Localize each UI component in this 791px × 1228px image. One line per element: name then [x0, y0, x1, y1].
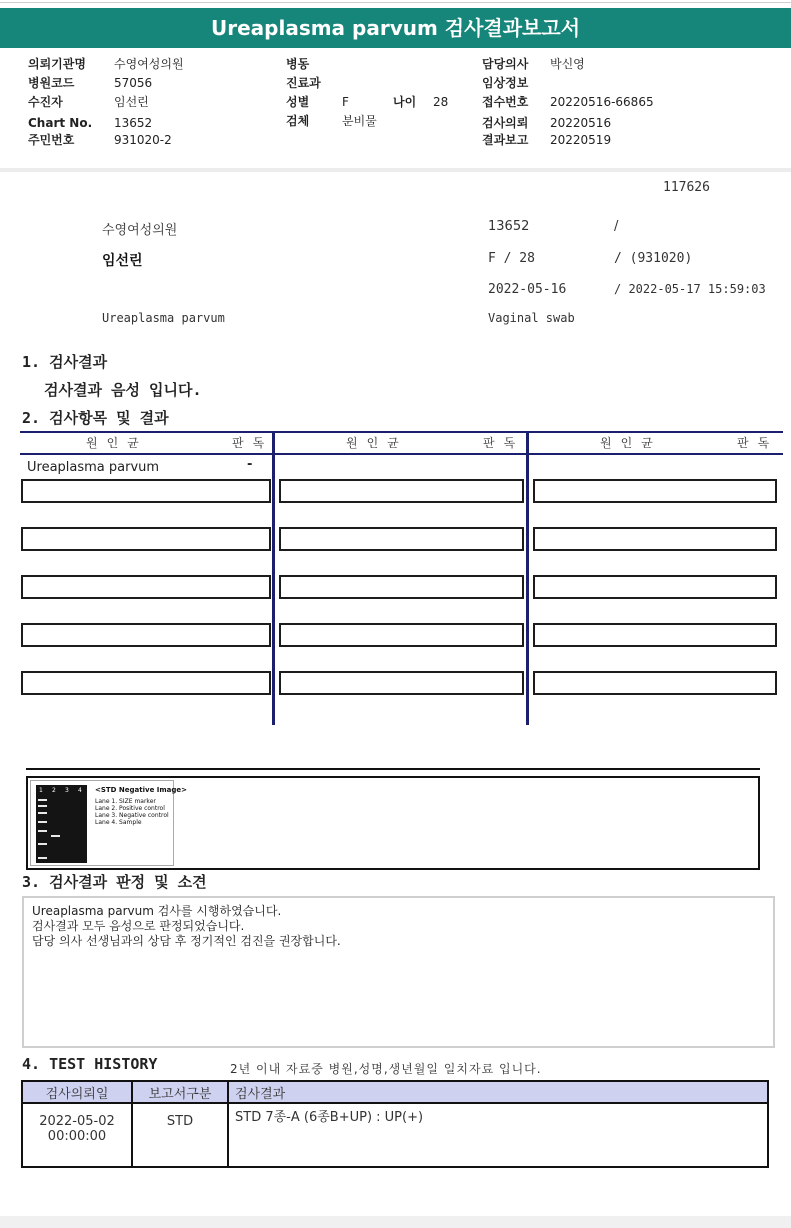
patient-value: 임선린 — [114, 95, 149, 109]
resident-no-value: 931020-2 — [114, 133, 172, 147]
info-specimen: Vaginal swab — [488, 311, 575, 325]
hospital-value: 수영여성의원 — [114, 57, 184, 71]
info-test-name: Ureaplasma parvum — [102, 311, 225, 325]
lane-label: 3 — [65, 787, 69, 794]
section-1-title: 1. 검사결과 — [22, 353, 108, 371]
grid-cell — [533, 479, 777, 503]
gel-legend-item: Lane 2. Positive control — [95, 805, 165, 812]
info-birth: / (931020) — [614, 251, 693, 266]
grid-separator-2 — [526, 431, 529, 725]
top-rule — [0, 2, 791, 3]
department-label: 진료과 — [286, 76, 321, 90]
grid-cell — [533, 671, 777, 695]
sex-value: F — [342, 95, 349, 109]
section-4-title: 4. TEST HISTORY — [22, 1055, 158, 1073]
info-sex-age: F / 28 — [488, 251, 535, 266]
history-col-result: 검사결과 — [228, 1081, 768, 1103]
sex-label: 성별 — [286, 95, 310, 109]
gel-legend-item: Lane 1. SIZE marker — [95, 798, 156, 805]
clinical-info-label: 임상정보 — [482, 76, 529, 90]
gel-title: <STD Negative Image> — [95, 786, 188, 794]
organism-name: Ureaplasma parvum — [27, 460, 160, 475]
grid-cell — [279, 527, 524, 551]
info-chart-no: 13652 — [488, 219, 530, 234]
gel-legend-item: Lane 3. Negative control — [95, 812, 169, 819]
lane-label: 4 — [78, 787, 82, 794]
receipt-no-value: 20220516-66865 — [550, 95, 654, 109]
section-3-title: 3. 검사결과 판정 및 소견 — [22, 873, 207, 891]
grid-cell — [279, 671, 524, 695]
remark-line: 담당 의사 선생님과의 상담 후 정기적인 검진을 권장합니다. — [32, 934, 341, 948]
history-date-cell — [22, 1103, 132, 1167]
report-date-label: 결과보고 — [482, 133, 529, 147]
hospital-code-label: 병원코드 — [28, 76, 75, 90]
gel-photo — [36, 785, 87, 863]
report-title: Ureaplasma parvum 검사결과보고서 — [0, 8, 791, 48]
age-value: 28 — [433, 95, 449, 109]
info-hospital: 수영여성의원 — [102, 223, 178, 238]
organism-result: - — [247, 457, 253, 472]
info-report-datetime: / 2022-05-17 15:59:03 — [614, 282, 766, 296]
footer-band — [0, 1216, 791, 1228]
history-col-date: 검사의뢰일 — [22, 1081, 132, 1103]
col-result-1: 판독 — [232, 436, 274, 450]
col-result-3: 판독 — [737, 436, 779, 450]
history-type: STD — [132, 1103, 228, 1167]
col-organism-1: 원인균 — [86, 436, 148, 450]
patient-label: 수진자 — [28, 95, 63, 109]
grid-cell — [533, 527, 777, 551]
image-top-rule — [26, 768, 760, 770]
grid-cell — [279, 575, 524, 599]
history-col-type: 보고서구분 — [132, 1081, 228, 1103]
chart-no-label: Chart No. — [28, 116, 93, 130]
history-date: 2022-05-02 — [39, 1114, 115, 1129]
grid-separator-1 — [272, 431, 275, 725]
gel-legend — [95, 787, 187, 826]
history-result: STD 7종-A (6종B+UP) : UP(+) — [228, 1103, 768, 1167]
grid-cell — [533, 623, 777, 647]
gel-legend-item: Lane 4. Sample — [95, 819, 142, 826]
section-2-title: 2. 검사항목 및 결과 — [22, 409, 169, 427]
grid-cell — [279, 479, 524, 503]
history-table — [21, 1080, 769, 1168]
doctor-label: 담당의사 — [482, 57, 529, 71]
grid-cell — [21, 575, 271, 599]
col-organism-2: 원인균 — [346, 436, 408, 450]
lane-label: 2 — [52, 787, 56, 794]
history-header-row — [22, 1081, 768, 1103]
info-patient-name: 임선린 — [102, 253, 143, 269]
remarks-box — [22, 896, 775, 1048]
report-id: 117626 — [663, 180, 710, 195]
gel-image — [30, 780, 188, 866]
remark-line: Ureaplasma parvum 검사를 시행하였습니다. — [32, 904, 282, 918]
hospital-code-value: 57056 — [114, 76, 153, 90]
specimen-value: 분비물 — [342, 114, 377, 128]
request-date-label: 검사의뢰 — [482, 116, 529, 130]
hospital-label: 의뢰기관명 — [28, 57, 86, 71]
table-row — [22, 1103, 768, 1167]
col-organism-3: 원인균 — [600, 436, 662, 450]
history-time: 00:00:00 — [47, 1129, 107, 1144]
col-result-2: 판독 — [483, 436, 525, 450]
grid-cell — [279, 623, 524, 647]
info-request-date: 2022-05-16 — [488, 282, 567, 297]
age-label: 나이 — [393, 95, 417, 109]
lane-label: 1 — [39, 787, 43, 794]
grid-cell — [21, 671, 271, 695]
remark-line: 검사결과 모두 음성으로 판정되었습니다. — [32, 919, 245, 933]
doctor-value: 박신영 — [550, 57, 585, 71]
info-slash: / — [614, 219, 619, 234]
chart-no-value: 13652 — [114, 116, 153, 130]
grid-header-rule — [20, 453, 783, 455]
grid-cell — [21, 527, 271, 551]
request-date-value: 20220516 — [550, 116, 612, 130]
receipt-no-label: 접수번호 — [482, 95, 529, 109]
resident-no-label: 주민번호 — [28, 133, 75, 147]
ward-label: 병동 — [286, 57, 310, 71]
section-1-result: 검사결과 음성 입니다. — [44, 381, 202, 399]
grid-cell — [533, 575, 777, 599]
grid-cell — [21, 623, 271, 647]
header-divider — [0, 168, 791, 172]
report-date-value: 20220519 — [550, 133, 612, 147]
history-note: 2년 이내 자료중 병원,성명,생년월일 일치자료 입니다. — [230, 1062, 542, 1076]
specimen-label: 검체 — [286, 114, 310, 128]
grid-cell — [21, 479, 271, 503]
